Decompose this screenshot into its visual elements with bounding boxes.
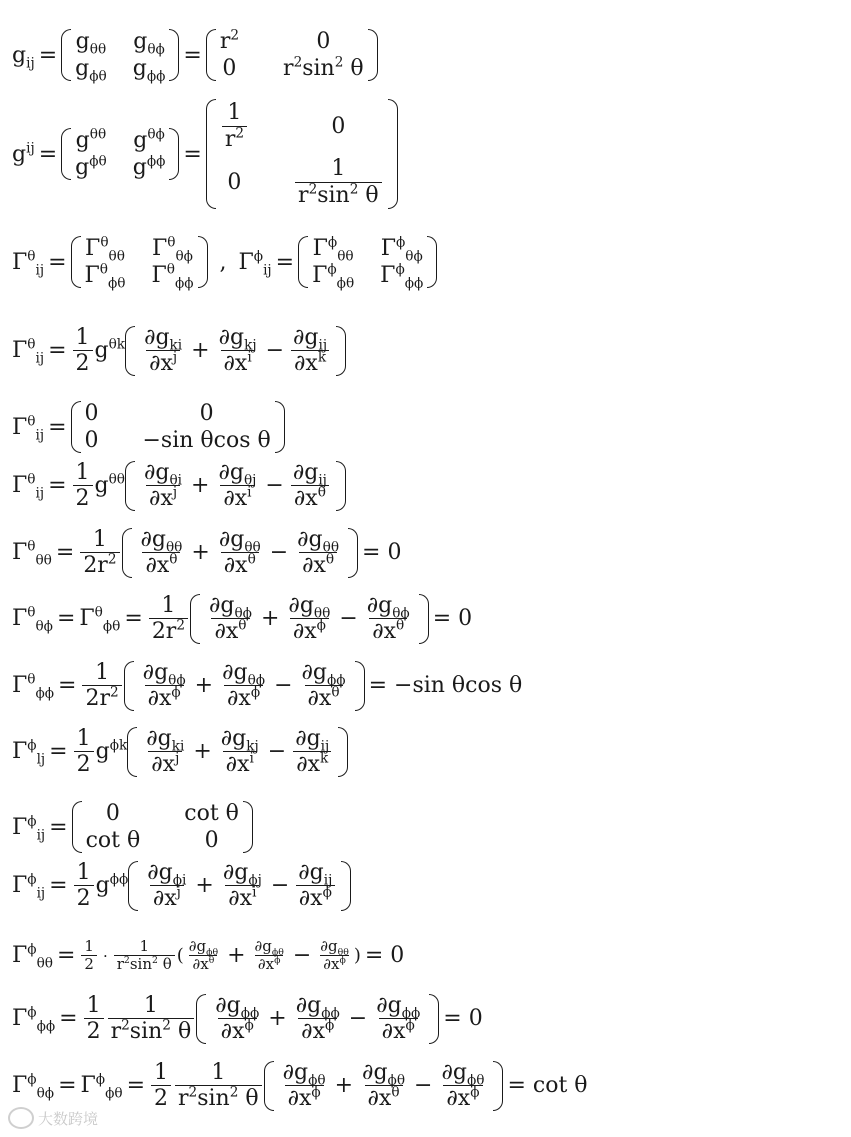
matrix-metric-values: $r^2$ 0 0 $r^2\sin^2$ θ — [206, 28, 378, 82]
index: ij — [26, 54, 35, 71]
equals-sign: = — [183, 42, 202, 68]
equation-inverse-metric: $g^{ij}$ = $g^{\theta\theta}$ $g^{\theta\phi}$ $g^{\phi\theta}$ $g^{\phi\phi}$ = $\frac{1}{r^2}$ 0 0 $\frac{1}{r^2\sin^2 \theta}$ — [12, 98, 398, 210]
equation-phi-tt: $\Gamma^\phi_{\theta\theta}$ = $\frac{1}{2}$ · $\frac{1}{r^2\sin^2 \theta}$ ( $\frac{\partial g_{\phi\theta}}{\partial x^\theta}$ + $\frac{\partial g_{\phi\theta}}{\partial x^\phi}$ − $\frac{\partial g_{\theta\theta}}{\partial x^\phi}$ ) = 0 — [12, 937, 405, 974]
equation-theta-ij: $\Gamma^\theta_{ij}$ = $\frac{1}{2}$ $g^{\theta\theta}$ $\frac{\partial g_{\theta i}}{\partial x^j}$ + $\frac{\partial g_{\theta j}}{\partial x^i}$ − $\frac{\partial g_{ij}}{\partial x^\theta}$ — [12, 460, 346, 512]
equation-phi-general: $\Gamma^\phi_{lj}$ = $\frac{1}{2}$ $g^{\phi k}$ $\frac{\partial g_{ki}}{\partial x^j}$ + $\frac{\partial g_{kj}}{\partial x^i}$ − $\frac{\partial g_{ij}}{\partial x^k}$ — [12, 726, 348, 778]
equation-phi-pp: $\Gamma^\phi_{\phi\phi}$ = $\frac{1}{2}$ $\frac{1}{r^2\sin^2 \theta}$ $\frac{\partial g_{\phi\phi}}{\partial x^\phi}$ + $\frac{\partial g_{\phi\phi}}{\partial x^\phi}$ − $\frac{\partial g_{\phi\phi}}{\partial x^\phi}$ = 0 — [12, 993, 483, 1045]
equation-phi-matrix: $\Gamma^\phi_{ij}$ = 0 cot θ cot θ 0 — [12, 800, 253, 854]
watermark-text: 大数跨境 — [38, 1109, 99, 1128]
equation-christoffel-matrices: $\Gamma^\theta_{ij}$ = $\Gamma^\theta_{\theta\theta}$ $\Gamma^\theta_{\theta\phi}$ $\Gamma^\theta_{\phi\theta}$ $\Gamma^\theta_{\phi\phi}$ , $\Gamma^\phi_{ij}$ = $\Gamma^\phi_{\theta\theta}$ $\Gamma^\phi_{\theta\phi}$ $\Gamma^\phi_{\phi\theta}$ $\Gamma^\phi_{\phi\phi}$ — [12, 235, 437, 289]
equals-sign: = — [38, 42, 58, 68]
equation-metric — [12, 27, 378, 85]
equation-theta-tt: $\Gamma^\theta_{\theta\theta}$ = $\frac{1}{2r^2}$ $\frac{\partial g_{\theta\theta}}{\partial x^\theta}$ + $\frac{\partial g_{\theta\theta}}{\partial x^\theta}$ − $\frac{\partial g_{\theta\theta}}{\partial x^\theta}$ = 0 — [12, 527, 402, 579]
equation-phi-ij: $\Gamma^\phi_{ij}$ = $\frac{1}{2}$ $g^{\phi\phi}$ $\frac{\partial g_{\phi i}}{\partial x^j}$ + $\frac{\partial g_{\phi j}}{\partial x^i}$ − $\frac{\partial g_{ij}}{\partial x^\phi}$ — [12, 860, 351, 912]
equation-theta-general: $\Gamma^\theta_{ij}$ = $\frac{1}{2}$ $g^{\theta k}$ $\frac{\partial g_{ki}}{\partial x^j}$ + $\frac{\partial g_{kj}}{\partial x^i}$ − $\frac{\partial g_{ij}}{\partial x^k}$ — [12, 325, 346, 377]
matrix-g-components: $g_{\theta\theta}$ $g_{\theta\phi}$ $g_{\phi\theta}$ $g_{\phi\phi}$ — [61, 28, 179, 82]
equation-phi-tp: $\Gamma^\phi_{\theta\phi}$ = $\Gamma^\phi_{\phi\theta}$ = $\frac{1}{2}$ $\frac{1}{r^2\sin^2 \theta}$ $\frac{\partial g_{\phi\theta}}{\partial x^\phi}$ + $\frac{\partial g_{\phi\theta}}{\partial x^\theta}$ − $\frac{\partial g_{\phi\theta}}{\partial x^\phi}$ = cot θ — [12, 1060, 588, 1112]
equation-theta-matrix: $\Gamma^\theta_{ij}$ = 0 0 0 −sin θcos θ — [12, 400, 285, 454]
equation-theta-pp: $\Gamma^\theta_{\phi\phi}$ = $\frac{1}{2r^2}$ $\frac{\partial g_{\theta\phi}}{\partial x^\phi}$ + $\frac{\partial g_{\theta\phi}}{\partial x^\phi}$ − $\frac{\partial g_{\phi\phi}}{\partial x^\theta}$ = −sin θcos θ — [12, 660, 523, 712]
symbol-g: g — [12, 42, 27, 68]
matrix-inverse-values: $\frac{1}{r^2}$ 0 0 $\frac{1}{r^2\sin^2 \theta}$ — [206, 98, 398, 210]
watermark — [8, 1107, 98, 1129]
equation-theta-tp: $\Gamma^\theta_{\theta\phi}$ = $\Gamma^\theta_{\phi\theta}$ = $\frac{1}{2r^2}$ $\frac{\partial g_{\theta\phi}}{\partial x^\theta}$ + $\frac{\partial g_{\theta\theta}}{\partial x^\phi}$ − $\frac{\partial g_{\theta\phi}}{\partial x^\theta}$ = 0 — [12, 593, 473, 645]
matrix-ginv-components: $g^{\theta\theta}$ $g^{\theta\phi}$ $g^{\phi\theta}$ $g^{\phi\phi}$ — [61, 127, 179, 181]
watermark-logo-icon — [8, 1107, 34, 1129]
